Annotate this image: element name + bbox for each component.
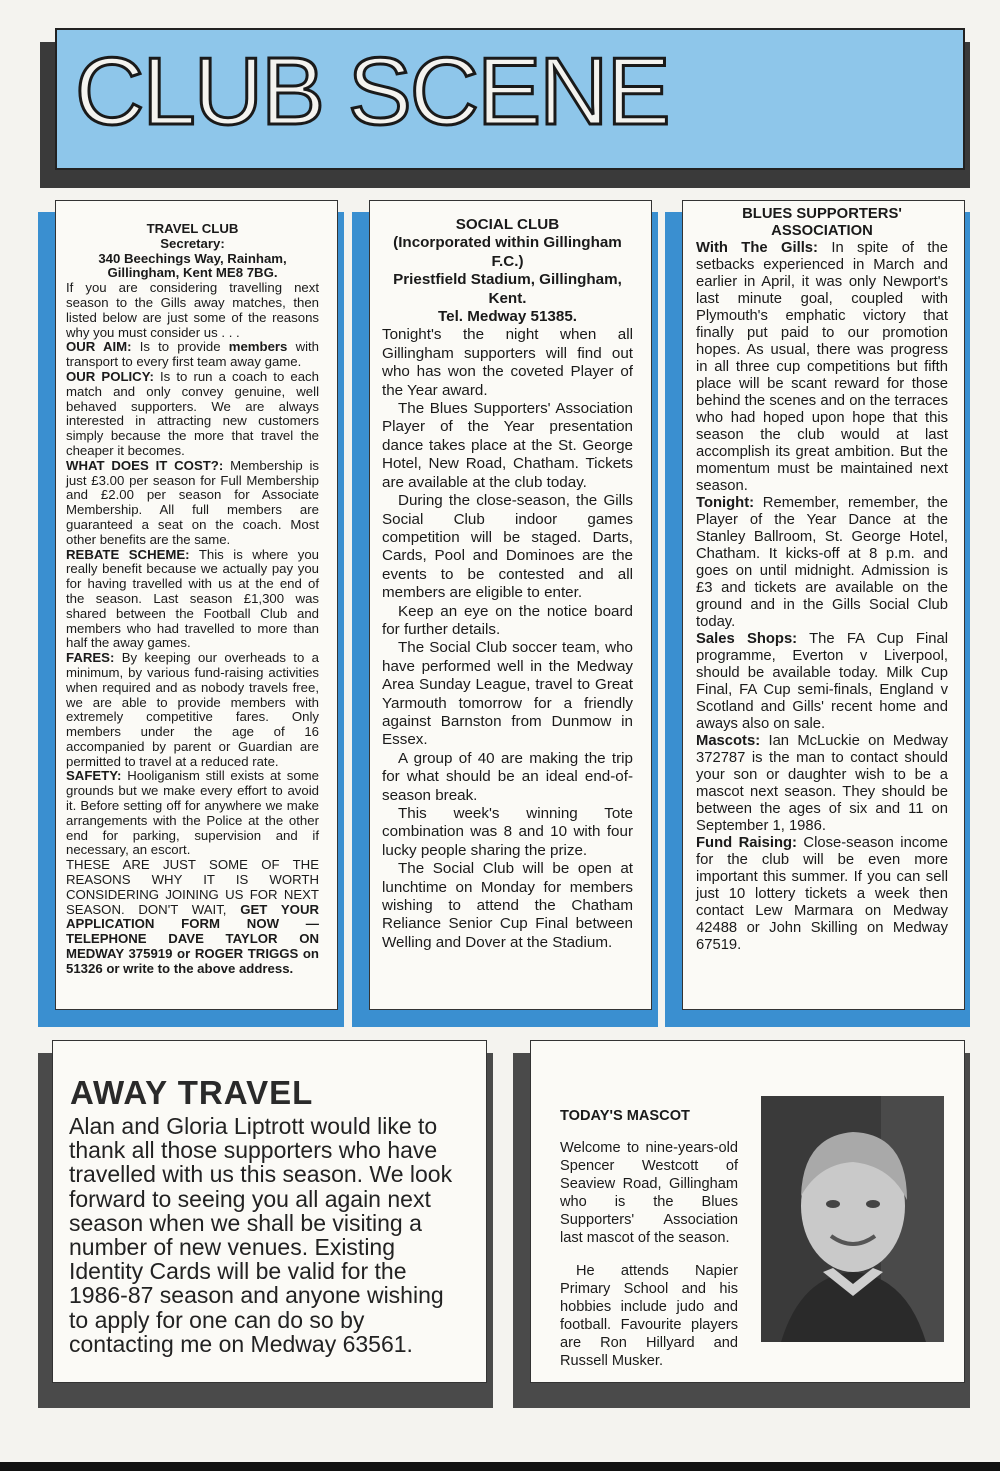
travel-club-text	[66, 222, 319, 977]
blues-fund: Fund Raising: Close-season income for the club will be even more important this summer. If you can sell just 10 lottery tickets a week then contact Lew Marmara on Medway 42488 or John Skilling on Medway 67519.	[696, 835, 948, 953]
travel-club-aim: OUR AIM: Is to provide members with transport to every first team away game.	[66, 339, 320, 370]
travel-club-address: 340 Beechings Way, Rainham, Gillingham, Kent ME8 7BG.	[98, 250, 287, 281]
travel-club-secretary: Secretary:	[160, 235, 225, 251]
social-club-sub-1: (Incorporated within Gillingham F.C.)	[393, 234, 622, 270]
travel-club-safety: SAFETY: Hooliganism still exists at some grounds but we make every effort to avoid it. Before setting off for anywhere we make arrangements with the Police at the other end for parking, supervision and if necessary, an escort.	[66, 768, 319, 858]
social-club-tel: Tel. Medway 51385.	[437, 308, 577, 326]
away-travel-title: AWAY TRAVEL	[70, 1074, 314, 1111]
page-title: CLUB SCENE	[75, 38, 669, 145]
social-club-p6: A group of 40 are making the trip for what should be an ideal end-of-season break.	[382, 749, 633, 804]
mascot-photo	[761, 1096, 944, 1342]
travel-club-fares: FARES: By keeping our overheads to a minimum, by various fund-raising activities when required and as nobody travels free, we are able to provide members with extremely competitive fares. Only members under the age of 16 accompanied by parent or Guardian are permitted to travel at a reduced rate.	[66, 650, 319, 769]
mascot-p1: Welcome to nine-years-old Spencer Westcott of Seaview Road, Gillingham who is the Blues Supporters' Association last mascot of the season.	[560, 1140, 738, 1247]
mascot-portrait-illustration	[761, 1096, 944, 1342]
bottom-edge	[0, 1462, 1000, 1471]
travel-club-intro: If you are considering travelling next season to the Gills away matches, then listed below are just some of the reasons why you must consider us . . .	[66, 280, 319, 340]
social-club-p8: The Social Club will be open at lunchtime on Monday for members wishing to attend the Chatham Reliance Senior Cup Final between Welling and Dover at the Stadium.	[382, 860, 633, 951]
mascot-title: TODAY'S MASCOT	[560, 1107, 690, 1124]
travel-club-rebate: REBATE SCHEME: This is where you really benefit because we actually pay you for having travelled with us at the end of the season. Last season £1,300 was shared between the Football Club and members who had travelled to more than half the away games.	[66, 546, 319, 651]
blues-heading: BLUES SUPPORTERS' ASSOCIATION	[742, 206, 902, 239]
social-club-p7: This week's winning Tote combination was 8 and 10 with four lucky people sharing the prize.	[382, 805, 633, 859]
travel-club-heading: TRAVEL CLUB	[146, 221, 239, 236]
travel-club-policy: OUR POLICY: Is to run a coach to each match and only convey genuine, well behaved supporters. We are always interested in attracting new customers simply because the more that travel the cheaper it becomes.	[66, 368, 319, 458]
header-banner	[55, 28, 965, 170]
mascot-p2: He attends Napier Primary School and his hobbies include judo and football. Favourite players are Ron Hillyard and Russell Musker.	[560, 1262, 738, 1369]
social-club-p2: The Blues Supporters' Association Player of the Year presentation dance takes place at the St. George Hotel, New Road, Chatham. Tickets are available at the club today.	[382, 400, 633, 491]
social-club-p3: During the close-season, the Gills Social Club indoor games competition will be staged. Darts, Cards, Pool and Dominoes are the events to be contested and all members are eligible to enter.	[382, 492, 633, 602]
social-club-p1: Tonight's the night when all Gillingham supporters will find out who has won the coveted Player of the Year award.	[382, 326, 633, 399]
travel-club-cost: WHAT DOES IT COST?: Membership is just £3.00 per season for Full Membership and £2.00 per season for Associate Membership. All full members are guaranteed a seat on the coach. Most other benefits are the same.	[66, 457, 320, 547]
social-club-heading: SOCIAL CLUB	[455, 216, 560, 233]
blues-gills: With The Gills: In spite of the setbacks experienced in March and earlier in April, it was only Newport's last minute goal, coupled with Plymouth's emphatic victory that finally put paid to our promotion hopes. As usual, there was progress in all three cup competitions but fifth place will be scant reward for those behind the scenes and on the terraces who had hoped upon hope that this season the club would at last accomplish its great ambition. But the momentum must be maintained next season.	[696, 240, 948, 494]
mascot-text	[560, 1092, 738, 1384]
social-club-p4: Keep an eye on the notice board for further details.	[382, 602, 633, 638]
blues-tonight: Tonight: Remember, remember, the Player of the Year Dance at the Stanley Ballroom, St. George Hotel, Chatham. It kicks-off at 8 p.m. and goes on until midnight. Admission is £3 and tickets are available on the ground and in the Gills Social Club today.	[696, 495, 948, 630]
social-club-sub-2: Priestfield Stadium, Gillingham, Kent.	[393, 271, 622, 307]
blues-text	[696, 206, 948, 954]
blues-mascots: Mascots: Ian McLuckie on Medway 372787 is the man to contact should your son or daughter wish to be a mascot next season. They should be between the ages of six and 11 on September 1, 1986.	[696, 733, 948, 834]
away-travel-body: Alan and Gloria Liptrott would like to thank all those supporters who have travelled with us this season. We look forward to seeing you all again next season when we shall be visiting a number of new venues. Existing Identity Cards will be valid for the 1986-87 season and anyone wishing to apply for one can do so by contacting me on Medway 63561.	[69, 1113, 453, 1357]
travel-club-closing: THESE ARE JUST SOME OF THE REASONS WHY IT IS WORTH CONSIDERING JOINING US FOR NEXT SEASON. DON'T WAIT, GET YOUR APPLICATION FORM NOW — TELEPHONE DAVE TAYLOR ON MEDWAY 375919 or ROGER TRIGGS on 51326 or write to the above address.	[66, 857, 319, 976]
social-club-p5: The Social Club soccer team, who have performed well in the Medway Area Sunday League, travel to Great Yarmouth tomorrow for a friendly against Barnston from Dunmow in Essex.	[382, 639, 633, 749]
blues-shops: Sales Shops: The FA Cup Final programme, Everton v Liverpool, should be available today. Milk Cup Final, FA Cup semi-finals, England v Scotland and Gills' recent home and aways also on sale.	[696, 631, 949, 732]
social-club-text	[382, 216, 633, 952]
